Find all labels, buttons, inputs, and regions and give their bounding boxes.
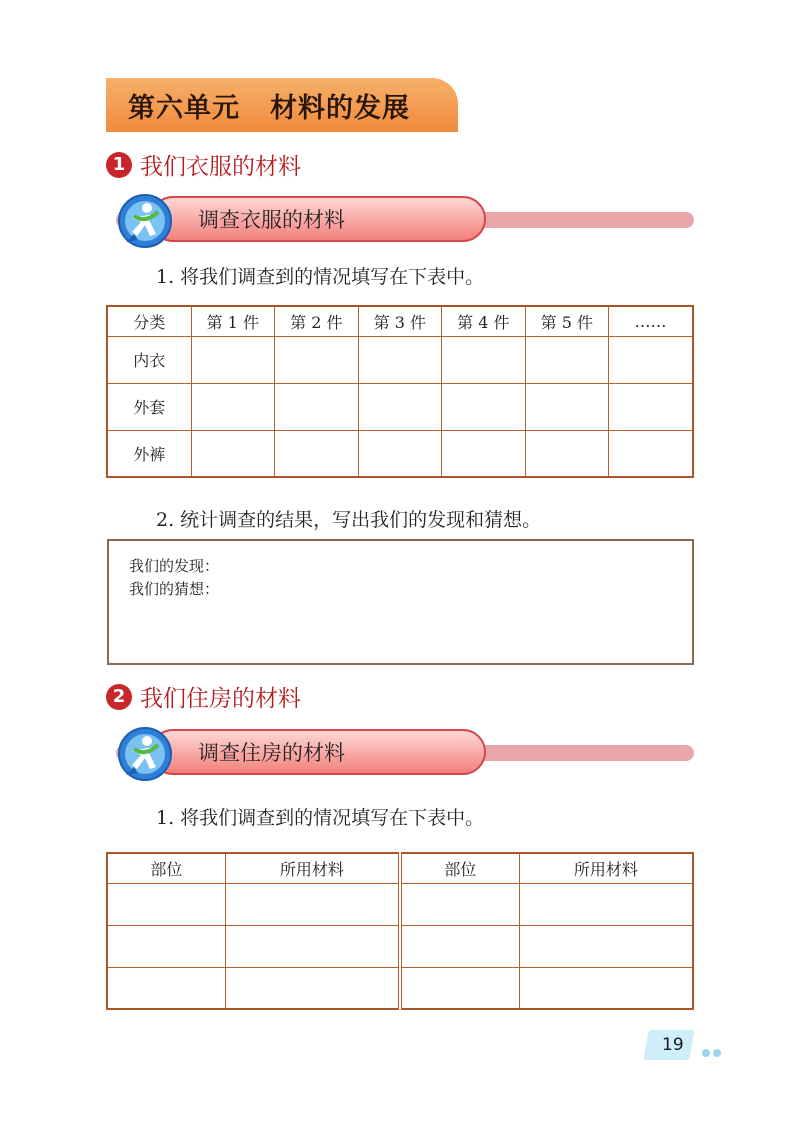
blank-cell[interactable]: [107, 883, 225, 925]
table-header-row: [107, 306, 693, 336]
table-header-cell: 第 1 件: [191, 306, 275, 336]
blank-cell[interactable]: [107, 925, 225, 967]
findings-box[interactable]: [107, 539, 694, 665]
table-header-cell: 第 4 件: [442, 306, 526, 336]
blank-cell[interactable]: [519, 925, 693, 967]
blank-cell[interactable]: [609, 430, 693, 477]
section2-activity-banner: [106, 729, 694, 793]
table-header-cell: 部位: [107, 853, 225, 883]
unit-label: 第六单元: [128, 92, 240, 124]
blank-cell[interactable]: [358, 383, 442, 430]
table-row: [107, 430, 693, 477]
section1-activity-banner: [106, 196, 694, 260]
activity-pill: [150, 196, 486, 242]
table-header-cell: 第 5 件: [525, 306, 609, 336]
blank-cell[interactable]: [275, 336, 359, 383]
unit-banner: [106, 78, 458, 132]
table-row: [107, 336, 693, 383]
table-row: [107, 383, 693, 430]
blank-cell[interactable]: [442, 336, 526, 383]
guesses-label: 我们的猜想：: [129, 580, 220, 598]
table-header-cell: 第 3 件: [358, 306, 442, 336]
blank-cell[interactable]: [358, 336, 442, 383]
blank-cell[interactable]: [525, 430, 609, 477]
blank-cell[interactable]: [525, 336, 609, 383]
activity-pill: [150, 729, 486, 775]
section1-title-text: 我们衣服的材料: [140, 154, 301, 180]
section2-title-text: 我们住房的材料: [140, 686, 301, 712]
row-label: 外套: [107, 383, 191, 430]
blank-cell[interactable]: [191, 336, 275, 383]
page-number: 19: [662, 1035, 684, 1055]
blank-cell[interactable]: [609, 336, 693, 383]
section1-number: 1: [106, 152, 132, 178]
blank-cell[interactable]: [275, 430, 359, 477]
blank-cell[interactable]: [358, 430, 442, 477]
blank-cell[interactable]: [191, 430, 275, 477]
section1-activity-label: 调查衣服的材料: [198, 208, 345, 232]
blank-cell[interactable]: [225, 967, 400, 1009]
decor-dot: [702, 1049, 710, 1057]
table-header-cell: 所用材料: [225, 853, 400, 883]
row-label: 外裤: [107, 430, 191, 477]
blank-cell[interactable]: [442, 430, 526, 477]
table-header-cell: 所用材料: [519, 853, 693, 883]
row-label: 内衣: [107, 336, 191, 383]
blank-cell[interactable]: [442, 383, 526, 430]
decor-dot: [713, 1049, 721, 1057]
section1-title: [106, 148, 301, 181]
section2-title: [106, 680, 301, 713]
clothes-table: [106, 305, 694, 478]
section2-activity-label: 调查住房的材料: [198, 741, 345, 765]
blank-cell[interactable]: [525, 383, 609, 430]
table-header-cell: ……: [609, 306, 693, 336]
page-number-badge: [646, 1028, 696, 1062]
section2-instruction-1: 1. 将我们调查到的情况填写在下表中。: [156, 807, 485, 829]
blank-cell[interactable]: [400, 883, 519, 925]
table-header-cell: 部位: [400, 853, 519, 883]
blank-cell[interactable]: [225, 883, 400, 925]
findings-label: 我们的发现：: [129, 557, 220, 575]
section1-instruction-1: 1. 将我们调查到的情况填写在下表中。: [156, 266, 485, 288]
survey-character-icon: [116, 725, 174, 783]
table-row: [107, 967, 693, 1009]
blank-cell[interactable]: [519, 883, 693, 925]
table-header-cell: 第 2 件: [275, 306, 359, 336]
blank-cell[interactable]: [107, 967, 225, 1009]
blank-cell[interactable]: [519, 967, 693, 1009]
table-header-cell: 分类: [107, 306, 191, 336]
table-row: [107, 925, 693, 967]
blank-cell[interactable]: [225, 925, 400, 967]
blank-cell[interactable]: [400, 967, 519, 1009]
table-header-row: [107, 853, 693, 883]
blank-cell[interactable]: [191, 383, 275, 430]
blank-cell[interactable]: [275, 383, 359, 430]
section2-number: 2: [106, 684, 132, 710]
blank-cell[interactable]: [400, 925, 519, 967]
blank-cell[interactable]: [609, 383, 693, 430]
table-row: [107, 883, 693, 925]
survey-character-icon: [116, 192, 174, 250]
unit-title: 材料的发展: [270, 92, 410, 124]
housing-table: [106, 852, 694, 1010]
section1-instruction-2: 2. 统计调查的结果，写出我们的发现和猜想。: [156, 509, 542, 531]
